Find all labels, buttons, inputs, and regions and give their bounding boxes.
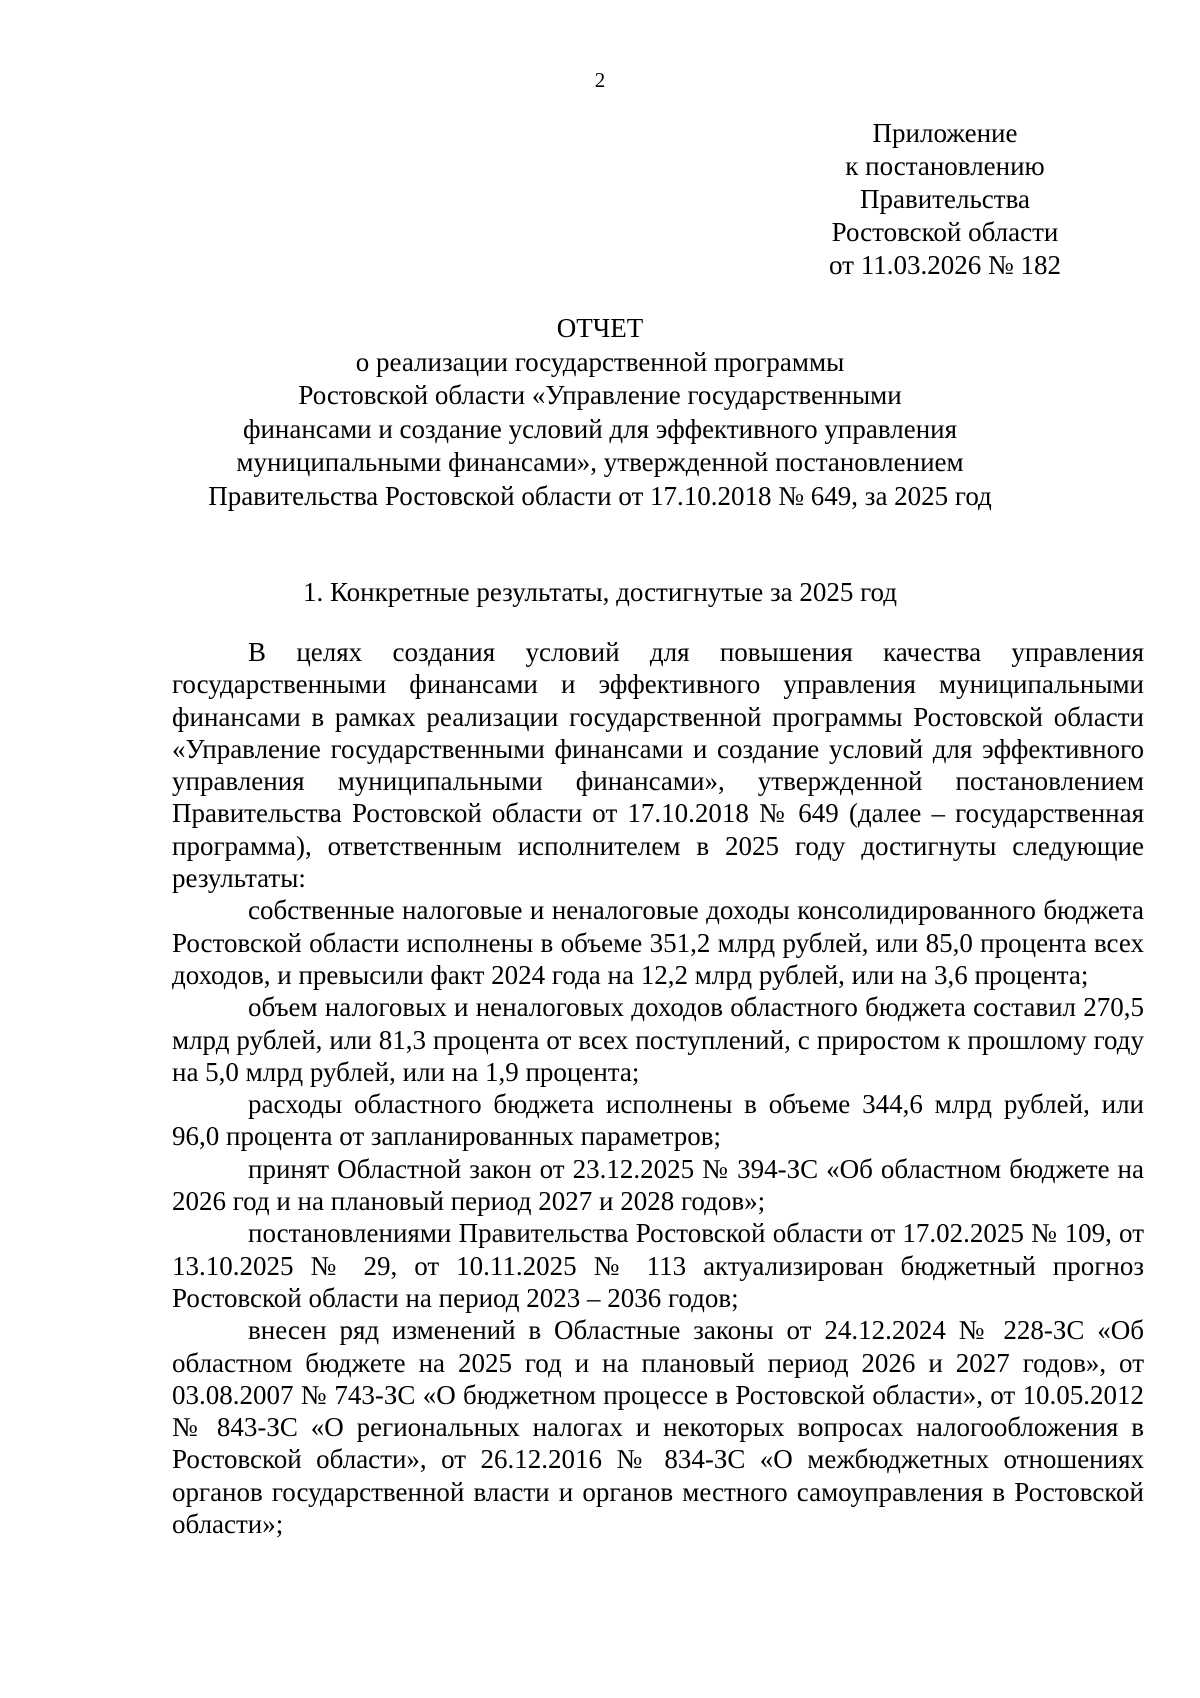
body-paragraph: В целях создания условий для повышения качества управления государственными финансами и эффективного управления муниципальными финансами в рамках реализации государственной программы Ростовской области «Управление государственными финансами и создание условий для эффективного управления муниципальными финансами», утвержденной постановлением Правительства Ростовской области от 17.10.2018 № 649 (далее – государственная программа), ответственным исполнителем в 2025 году достигнуты следующие результаты: xyxy=(172,637,1144,894)
report-title-line: Правительства Ростовской области от 17.10.2018 № 649, за 2025 год xyxy=(208,480,992,511)
report-title-line: о реализации государственной программы xyxy=(355,346,845,377)
appendix-line: Ростовской области xyxy=(831,217,1059,247)
appendix-line: к постановлению xyxy=(845,151,1045,181)
body-paragraph: расходы областного бюджета исполнены в объеме 344,6 млрд рублей, или 96,0 процента от запланированных параметров; xyxy=(172,1089,1144,1152)
body-text xyxy=(172,636,1144,1540)
body-paragraph: постановлениями Правительства Ростовской области от 17.02.2025 № 109, от 13.10.2025 № 29, от 10.11.2025 № 113 актуализирован бюджетный прогноз Ростовской области на период 2023 – 2036 годов; xyxy=(172,1218,1144,1313)
report-heading: ОТЧЕТ xyxy=(556,313,644,343)
appendix-block xyxy=(780,117,1110,282)
section-heading: 1. Конкретные результаты, достигнутые за 2025 год xyxy=(302,577,898,607)
page-number: 2 xyxy=(594,68,606,92)
appendix-line: Приложение xyxy=(872,118,1018,148)
body-paragraph: внесен ряд изменений в Областные законы от 24.12.2024 № 228-ЗС «Об областном бюджете на 2025 год и на плановый период 2026 и 2027 годов», от 03.08.2007 № 743-ЗС «О бюджетном процессе в Ростовской области», от 10.05.2012 № 843-ЗС «О региональных налогах и некоторых вопросах налогообложения в Ростовской области», от 26.12.2016 № 834-ЗС «О межбюджетных отношениях органов государственной власти и органов местного самоуправления в Ростовской области»; xyxy=(172,1315,1144,1540)
report-title-line: Ростовской области «Управление государственными xyxy=(298,380,902,410)
report-title-line: финансами и создание условий для эффективного управления xyxy=(242,413,958,444)
body-paragraph: принят Областной закон от 23.12.2025 № 394-ЗС «Об областном бюджете на 2026 год и на плановый период 2027 и 2028 годов»; xyxy=(172,1153,1144,1217)
report-title-line: муниципальными финансами», утвержденной постановлением xyxy=(236,447,964,477)
appendix-line: от 11.03.2026 № 182 xyxy=(829,250,1061,280)
appendix-line: Правительства xyxy=(860,184,1030,214)
report-title-block xyxy=(150,312,1050,513)
body-paragraph: собственные налоговые и неналоговые доходы консолидированного бюджета Ростовской области исполнены в объеме 351,2 млрд рублей, или 85,0 процента всех доходов, и превысили факт 2024 года на 12,2 млрд рублей, или на 3,6 процента; xyxy=(172,895,1144,990)
body-paragraph: объем налоговых и неналоговых доходов областного бюджета составил 270,5 млрд рублей, или 81,3 процента от всех поступлений, с приростом к прошлому году на 5,0 млрд рублей, или на 1,9 процента; xyxy=(172,992,1144,1087)
